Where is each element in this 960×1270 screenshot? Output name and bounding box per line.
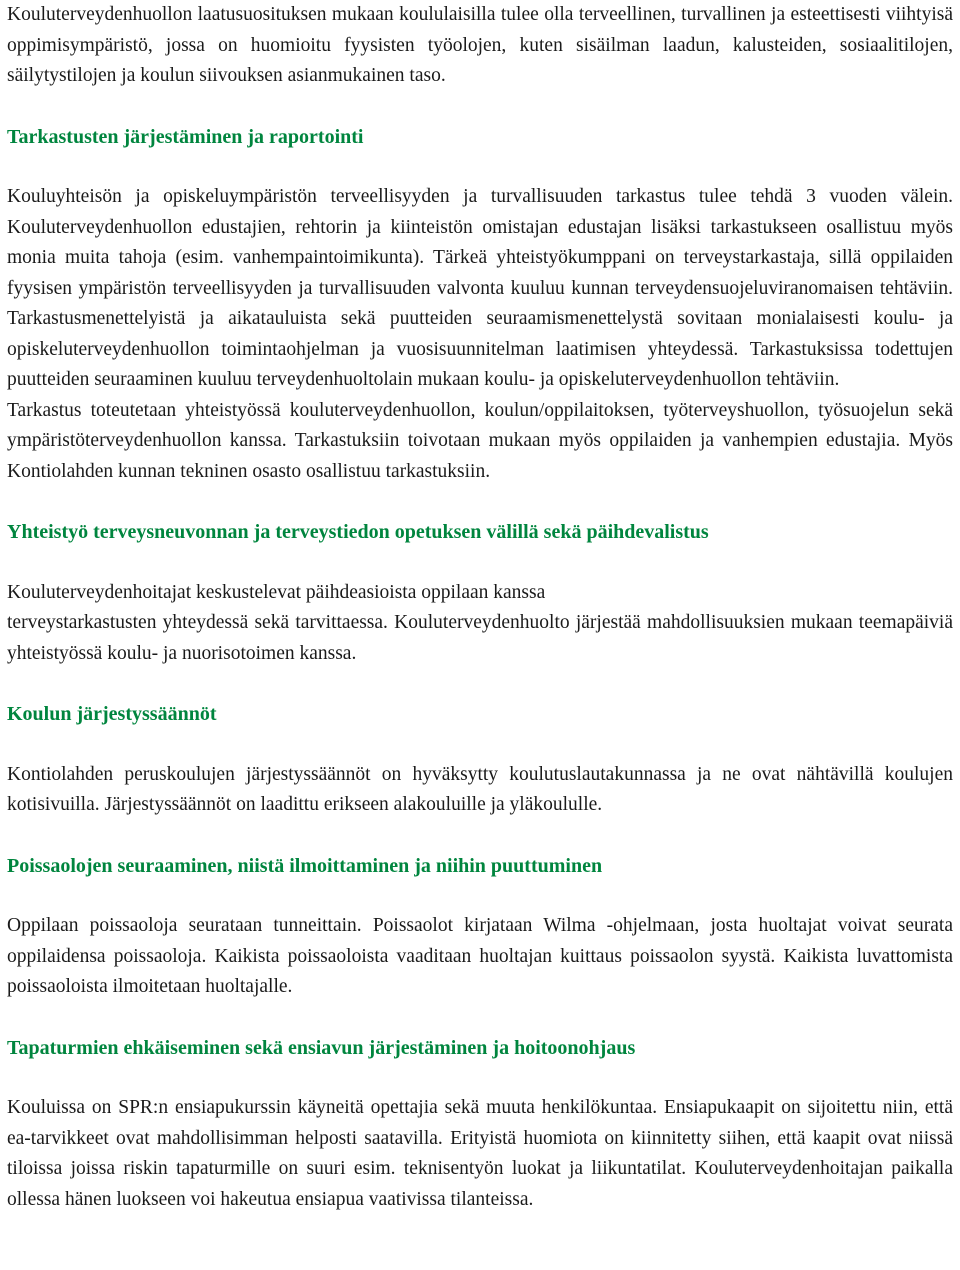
rules-paragraph: Kontiolahden peruskoulujen järjestyssäännöt on hyväksytty koulutuslautakunnassa ja ne ovat nähtävillä koulujen kotisivuilla. Järjestyssäännöt on laadittu erikseen alakouluille ja yläkoululle.	[7, 763, 953, 815]
section-heading-first-aid: Tapaturmien ehkäiseminen sekä ensiavun järjestäminen ja hoitoonohjaus	[7, 1036, 636, 1059]
inspections-paragraph-2: Tarkastus toteutetaan yhteistyössä kouluterveydenhuollon, koulun/oppilaitoksen, työterveyshuollon, työsuojelun sekä ympäristöterveydenhuollon kanssa. Tarkastuksiin toivotaan mukaan myös oppilaiden ja vanhempien edustajia. Myös Kontiolahden kunnan tekninen osasto osallistuu tarkastuksiin.	[7, 399, 953, 482]
section-heading-rules: Koulun järjestyssäännöt	[7, 703, 217, 725]
section-heading-absences: Poissaolojen seuraaminen, niistä ilmoittaminen ja niihin puuttuminen	[7, 854, 603, 877]
absences-paragraph: Oppilaan poissaoloja seurataan tunneittain. Poissaolot kirjataan Wilma -ohjelmaan, josta huoltajat voivat seurata oppilaidensa poissaoloja. Kaikista poissaoloista vaaditaan huoltajan kuittaus poissaolon syystä. Kaikista luvattomista poissaoloista ilmoitetaan huoltajalle.	[7, 915, 953, 997]
health-education-paragraph: terveystarkastusten yhteydessä sekä tarvittaessa. Kouluterveydenhuolto järjestää mahdollisuuksien mukaan teemapäiviä yhteistyössä koulu- ja nuorisotoimen kanssa.	[7, 612, 953, 664]
inspections-paragraph-1: Kouluyhteisön ja opiskeluympäristön terveellisyyden ja turvallisuuden tarkastus tulee tehdä 3 vuoden välein. Kouluterveydenhuollon edustajien, rehtorin ja kiinteistön omistajan edustajan lisäksi tarkastukseen osallistuu myös monia muita tahoja (esim. vanhempaintoimikunta). Tärkeä yhteistyökumppani on terveystarkastaja, sillä oppilaiden fyysisen ympäristön terveellisyyden ja turvallisuuden valvonta kuuluu kunnan terveydensuojeluviranomaisen tehtäviin. Tarkastusmenettelyistä ja aikatauluista sekä puutteiden seuraamismenettelystä sovitaan monialaisesti koulu- ja opiskeluterveydenhuollon toimintaohjelman ja vuosisuunnitelman laatimisen yhteydessä. Tarkastuksissa todettujen puutteiden seuraaminen kuuluu terveydenhuoltolain mukaan koulu- ja opiskeluterveydenhuollon tehtäviin.	[7, 186, 953, 390]
first-aid-paragraph: Kouluissa on SPR:n ensiapukurssin käyneitä opettajia sekä muuta henkilökuntaa. Ensiapukaapit on sijoitettu niin, että ea-tarvikkeet ovat mahdollisimman helposti saatavilla. Erityistä huomiota on kiinnitetty siihen, että kaapit ovat niissä tiloissa joissa riskin tapaturmille on suuri esim. teknisentyön luokat ja liikuntatilat. Kouluterveydenhoitajan paikalla ollessa hänen luokseen voi hakeutua ensiapua vaativissa tilanteissa.	[7, 1097, 953, 1210]
section-heading-inspections: Tarkastusten järjestäminen ja raportointi	[7, 125, 364, 148]
intro-paragraph: Kouluterveydenhuollon laatusuosituksen mukaan koululaisilla tulee olla terveellinen, turvallinen ja esteettisesti viihtyisä oppimisympäristö, jossa on huomioitu fyysisten työolojen, kuten sisäilman laadun, kalusteiden, sosiaalitilojen, säilytystilojen ja koulun siivouksen asianmukainen taso.	[7, 4, 953, 86]
document-page	[7, 0, 953, 1215]
health-education-line-1: Kouluterveydenhoitajat keskustelevat päihdeasioista oppilaan kanssa	[7, 581, 546, 603]
section-heading-health-education: Yhteistyö terveysneuvonnan ja terveystiedon opetuksen välillä sekä päihdevalistus	[7, 521, 709, 543]
